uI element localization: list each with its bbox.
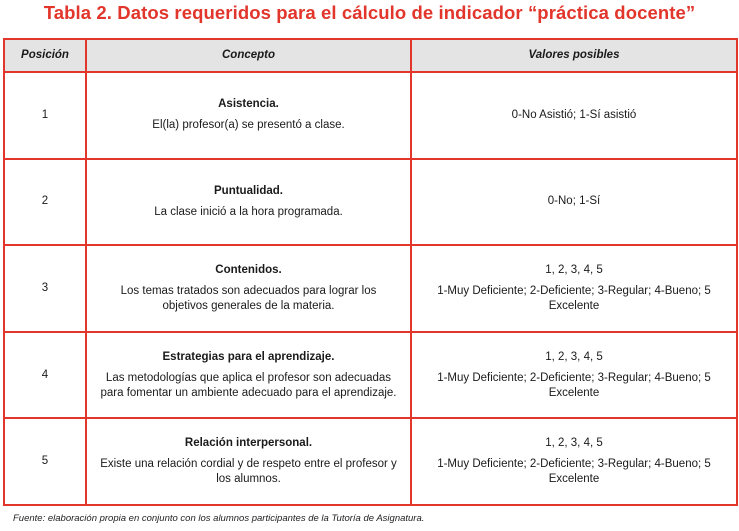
values-description: 0-No; 1-Sí <box>547 195 601 208</box>
values-description: 1-Muy Deficiente; 2-Deficiente; 3-Regular; 4-Bueno; 5 Excelente <box>437 458 711 486</box>
position-cell: 1 <box>4 72 86 159</box>
values-description: 0-No Asistió; 1-Sí asistió <box>511 108 637 121</box>
values-cell <box>411 159 737 246</box>
values-scale: 1, 2, 3, 4, 5 <box>545 263 603 276</box>
concept-description: Los temas tratados son adecuados para lograr los objetivos generales de la materia. <box>120 284 377 312</box>
concept-cell <box>86 332 411 419</box>
position-cell: 2 <box>4 159 86 246</box>
concept-description: El(la) profesor(a) se presentó a clase. <box>152 119 345 132</box>
table-row <box>4 245 737 332</box>
values-cell <box>411 332 737 419</box>
values-scale: 1, 2, 3, 4, 5 <box>545 350 603 363</box>
header-concept: Concepto <box>86 39 411 72</box>
position-cell: 4 <box>4 332 86 419</box>
values-description: 1-Muy Deficiente; 2-Deficiente; 3-Regular; 4-Bueno; 5 Excelente <box>437 284 711 312</box>
position-cell: 5 <box>4 418 86 505</box>
concept-description: Existe una relación cordial y de respeto entre el profesor y los alumnos. <box>100 458 397 486</box>
concept-name: Estrategias para el aprendizaje. <box>162 350 335 363</box>
values-scale: 1, 2, 3, 4, 5 <box>545 437 603 450</box>
concept-cell <box>86 72 411 159</box>
data-table <box>3 38 738 506</box>
concept-name: Asistencia. <box>218 98 279 111</box>
table-row <box>4 332 737 419</box>
concept-cell <box>86 159 411 246</box>
table-row <box>4 72 737 159</box>
concept-description: Las metodologías que aplica el profesor son adecuadas para fomentar un ambiente adecuado para el aprendizaje. <box>100 371 397 399</box>
values-cell <box>411 72 737 159</box>
values-description: 1-Muy Deficiente; 2-Deficiente; 3-Regular; 4-Bueno; 5 Excelente <box>437 371 711 399</box>
table-row <box>4 418 737 505</box>
table-row <box>4 159 737 246</box>
concept-name: Puntualidad. <box>214 184 283 197</box>
header-values: Valores posibles <box>411 39 737 72</box>
values-cell <box>411 418 737 505</box>
table-title: Tabla 2. Datos requeridos para el cálculo de indicador “práctica docente” <box>43 2 696 23</box>
values-cell <box>411 245 737 332</box>
header-position: Posición <box>4 39 86 72</box>
concept-name: Relación interpersonal. <box>184 437 313 450</box>
concept-name: Contenidos. <box>215 263 282 276</box>
position-cell: 3 <box>4 245 86 332</box>
concept-description: La clase inició a la hora programada. <box>154 205 343 218</box>
concept-cell <box>86 245 411 332</box>
table-header-row <box>4 39 737 72</box>
concept-cell <box>86 418 411 505</box>
source-note: Fuente: elaboración propia en conjunto con los alumnos participantes de la Tutoría de Asignatura. <box>13 513 425 524</box>
